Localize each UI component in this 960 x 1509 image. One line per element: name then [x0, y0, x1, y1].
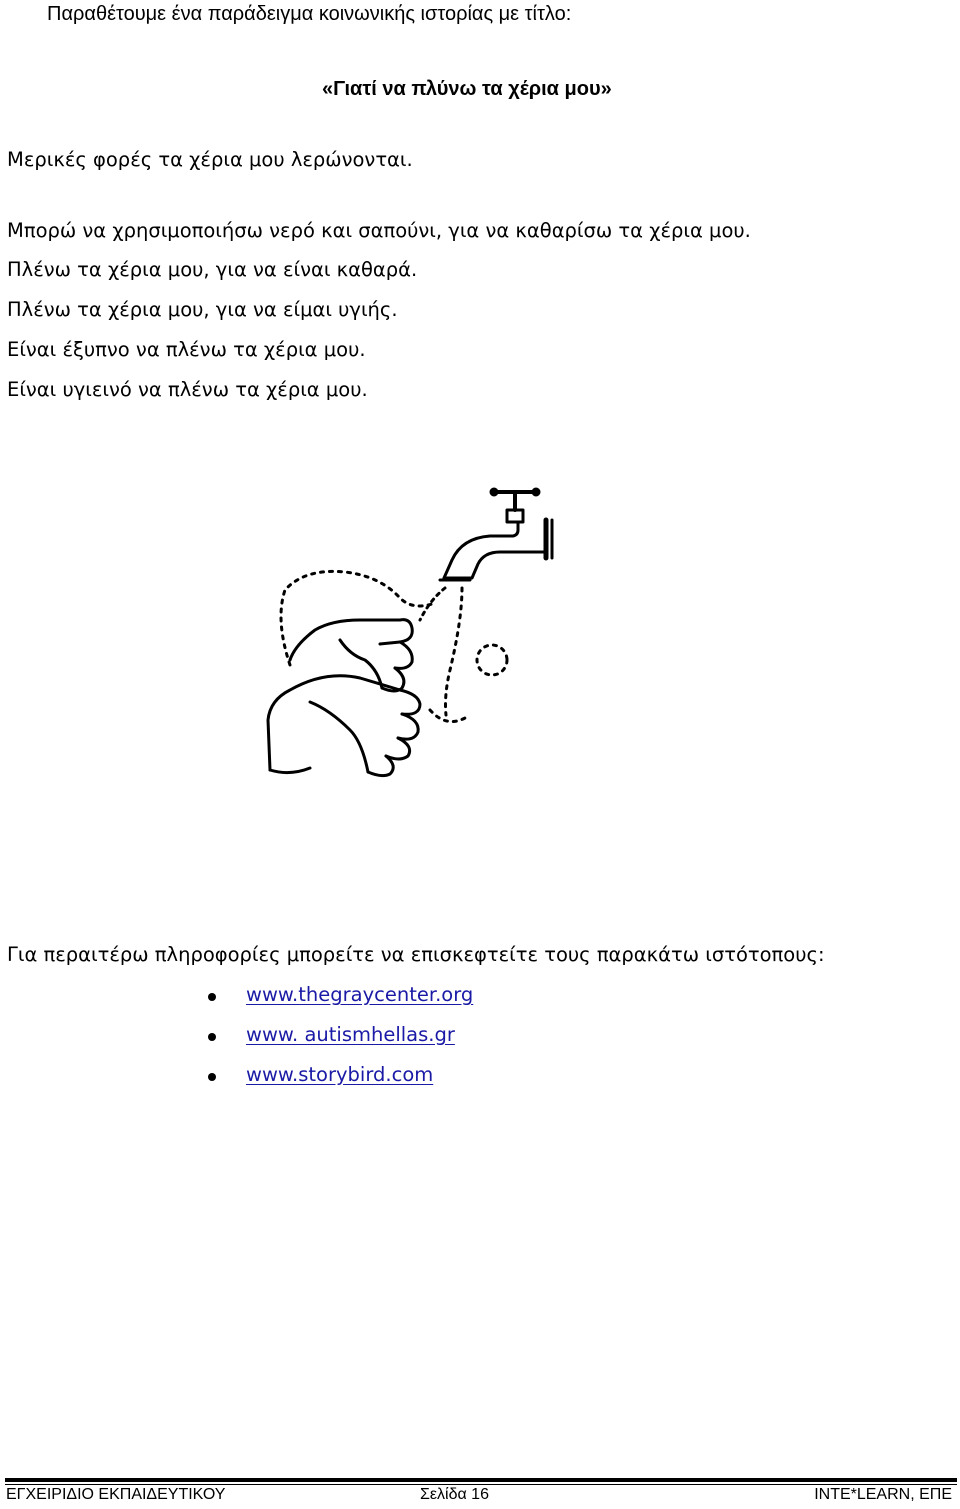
story-line: Μερικές φορές τα χέρια μου λερώνονται.: [7, 148, 413, 171]
footer-right: INTE*LEARN, ΕΠΕ: [814, 1486, 952, 1503]
link-autismhellas[interactable]: www. autismhellas.gr: [246, 1023, 455, 1046]
bullet-icon: [208, 993, 216, 1001]
more-info-text: Για περαιτέρω πληροφορίες μπορείτε να επισκεφτείτε τους παρακάτω ιστότοπους:: [7, 943, 825, 966]
story-line: Πλένω τα χέρια μου, για να είναι καθαρά.: [7, 258, 418, 281]
link-thegraycenter[interactable]: www.thegraycenter.org: [246, 983, 474, 1006]
handwashing-icon: [250, 480, 570, 790]
link-storybird[interactable]: www.storybird.com: [246, 1063, 434, 1086]
bullet-icon: [208, 1073, 216, 1081]
footer-left: ΕΓΧΕΙΡΙΔΙΟ ΕΚΠΑΙΔΕΥΤΙΚΟΥ: [6, 1486, 226, 1503]
story-line: Μπορώ να χρησιμοποιήσω νερό και σαπούνι, για να καθαρίσω τα χέρια μου.: [7, 219, 751, 242]
intro-text: Παραθέτουμε ένα παράδειγμα κοινωνικής ιστορίας με τίτλο:: [47, 3, 572, 25]
story-line: Πλένω τα χέρια μου, για να είμαι υγιής.: [7, 298, 398, 321]
story-title: «Γιατί να πλύνω τα χέρια μου»: [322, 78, 612, 100]
footer-divider: [5, 1478, 957, 1482]
story-line: Είναι έξυπνο να πλένω τα χέρια μου.: [7, 338, 366, 361]
bullet-icon: [208, 1033, 216, 1041]
footer-page-number: Σελίδα 16: [420, 1486, 489, 1503]
story-line: Είναι υγιεινό να πλένω τα χέρια μου.: [7, 378, 368, 401]
footer-divider-thin: [5, 1484, 957, 1485]
